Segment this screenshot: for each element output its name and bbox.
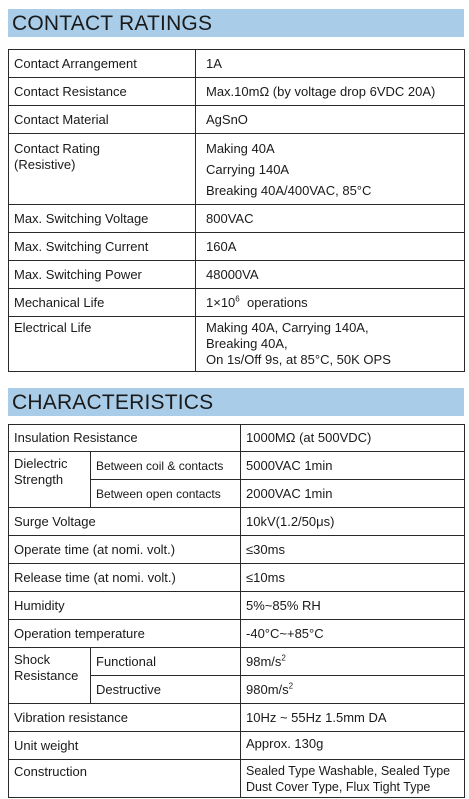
shock-destructive-exponent: 2 bbox=[288, 681, 294, 691]
row-value bbox=[196, 134, 465, 205]
table-row bbox=[9, 425, 465, 452]
row-label: Max. Switching Power bbox=[9, 261, 196, 289]
shock-functional-exponent: 2 bbox=[281, 653, 286, 663]
mech-life-unit: operations bbox=[239, 294, 308, 310]
table-row bbox=[9, 564, 465, 592]
table-row bbox=[9, 760, 465, 798]
table-row bbox=[9, 592, 465, 620]
row-label: Max. Switching Voltage bbox=[9, 205, 196, 233]
row-value: AgSnO bbox=[196, 106, 465, 134]
row-value: 800VAC bbox=[196, 205, 465, 233]
row-value: 1A bbox=[196, 50, 465, 78]
row-value: 160A bbox=[196, 233, 465, 261]
row-label: Mechanical Life bbox=[9, 289, 196, 317]
contact-ratings-header bbox=[8, 9, 464, 37]
characteristics-table bbox=[8, 424, 465, 798]
sub-label: Destructive bbox=[91, 676, 241, 704]
mech-life-exponent: 6 bbox=[235, 294, 240, 304]
row-label: Vibration resistance bbox=[9, 704, 241, 732]
contact-ratings-table bbox=[8, 49, 465, 372]
row-value: 10kV(1.2/50μs) bbox=[241, 508, 465, 536]
row-value: 48000VA bbox=[196, 261, 465, 289]
table-row bbox=[9, 648, 465, 676]
row-label: Unit weight bbox=[9, 732, 241, 760]
row-value bbox=[241, 676, 465, 704]
table-row bbox=[9, 452, 465, 480]
row-value: 5000VAC 1min bbox=[241, 452, 465, 480]
row-label: Dielectric Strength bbox=[9, 452, 91, 508]
table-row bbox=[9, 205, 465, 233]
sub-label: Between coil & contacts bbox=[91, 452, 241, 480]
row-label: Operation temperature bbox=[9, 620, 241, 648]
row-value: 2000VAC 1min bbox=[241, 480, 465, 508]
making-value: Making 40A bbox=[206, 140, 275, 156]
row-label: Contact Rating (Resistive) bbox=[9, 134, 196, 205]
carrying-value: Carrying 140A bbox=[206, 161, 290, 177]
table-row bbox=[9, 261, 465, 289]
sub-label: Between open contacts bbox=[91, 480, 241, 508]
row-value: 10Hz ~ 55Hz 1.5mm DA bbox=[241, 704, 465, 732]
mech-life-base: 1×10 bbox=[206, 294, 236, 310]
row-label: Surge Voltage bbox=[9, 508, 241, 536]
breaking-value: Breaking 40A/400VAC, 85°C bbox=[206, 182, 372, 198]
row-value: ≤10ms bbox=[241, 564, 465, 592]
characteristics-header bbox=[8, 388, 464, 416]
row-label: Construction bbox=[9, 760, 241, 798]
row-value bbox=[241, 648, 465, 676]
shock-functional-value: 98m/s bbox=[246, 653, 282, 669]
row-label: Contact Resistance bbox=[9, 78, 196, 106]
row-value: ≤30ms bbox=[241, 536, 465, 564]
row-label: Contact Material bbox=[9, 106, 196, 134]
sub-label: Functional bbox=[91, 648, 241, 676]
table-row bbox=[9, 620, 465, 648]
table-row bbox=[9, 508, 465, 536]
row-label: Max. Switching Current bbox=[9, 233, 196, 261]
row-label: Humidity bbox=[9, 592, 241, 620]
contact-ratings-title: CONTACT RATINGS bbox=[12, 11, 213, 35]
row-label: Release time (at nomi. volt.) bbox=[9, 564, 241, 592]
row-value bbox=[196, 289, 465, 317]
row-label: Insulation Resistance bbox=[9, 425, 241, 452]
row-value: Making 40A, Carrying 140A, Breaking 40A, On 1s/Off 9s, at 85°C, 50K OPS bbox=[196, 317, 465, 372]
shock-destructive-value: 980m/s bbox=[246, 681, 289, 697]
table-row bbox=[9, 78, 465, 106]
row-label: Contact Arrangement bbox=[9, 50, 196, 78]
row-value: 5%~85% RH bbox=[241, 592, 465, 620]
row-label: Shock Resistance bbox=[9, 648, 91, 704]
table-row bbox=[9, 50, 465, 78]
table-row bbox=[9, 233, 465, 261]
row-value: 1000MΩ (at 500VDC) bbox=[241, 425, 465, 452]
row-value: -40°C~+85°C bbox=[241, 620, 465, 648]
table-row bbox=[9, 289, 465, 317]
row-value: Max.10mΩ (by voltage drop 6VDC 20A) bbox=[196, 78, 465, 106]
characteristics-title: CHARACTERISTICS bbox=[12, 390, 214, 414]
table-row bbox=[9, 536, 465, 564]
table-row bbox=[9, 732, 465, 760]
table-row bbox=[9, 317, 465, 372]
row-label: Electrical Life bbox=[9, 317, 196, 372]
row-value: Approx. 130g bbox=[241, 732, 465, 760]
table-row bbox=[9, 704, 465, 732]
row-value: Sealed Type Washable, Sealed Type Dust Cover Type, Flux Tight Type bbox=[241, 760, 465, 798]
table-row bbox=[9, 106, 465, 134]
row-label: Operate time (at nomi. volt.) bbox=[9, 536, 241, 564]
table-row bbox=[9, 134, 465, 205]
